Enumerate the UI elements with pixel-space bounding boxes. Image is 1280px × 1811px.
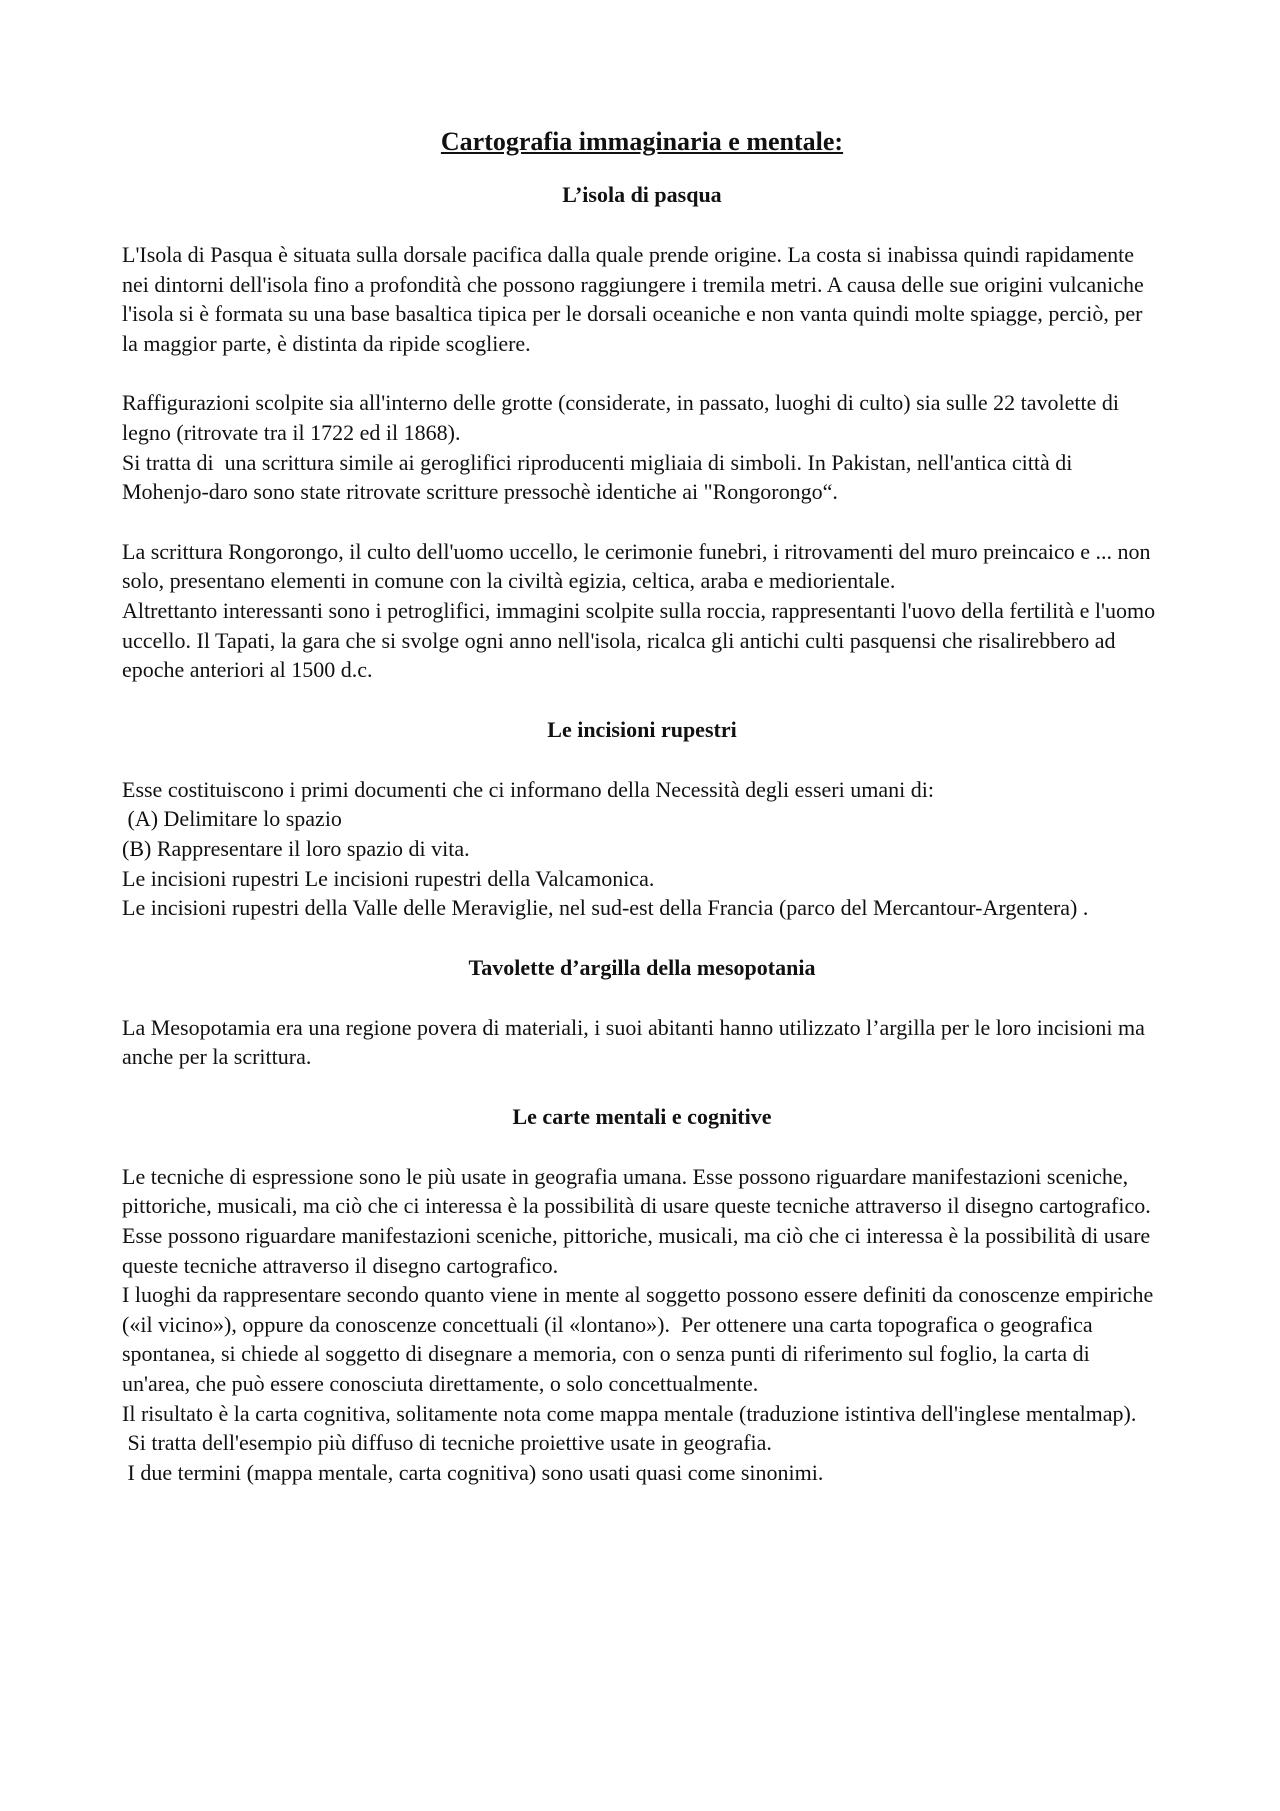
text-line: Il risultato è la carta cognitiva, solitamente nota come mappa mentale (traduzione istintiva dell'inglese mentalmap). [122,1400,1137,1426]
text-line: Si tratta dell'esempio più diffuso di tecniche proiettive usate in geografia. [122,1430,772,1456]
text-line: La Mesopotamia era una regione povera di materiali, i suoi abitanti hanno utilizzato l’argilla per le loro incisioni ma anche per la scrittura. [122,1014,1151,1070]
text-line: Esse possono riguardare manifestazioni sceniche, pittoriche, musicali, ma ciò che ci interessa è la possibilità di usare queste tecniche attraverso il disegno cartografico. [122,1223,1156,1278]
paragraph [122,775,1162,923]
document-page [122,122,1162,1517]
section-body [122,775,1162,923]
paragraph [122,1013,1162,1072]
paragraph [122,537,1162,685]
section-body [122,1013,1162,1072]
text-line: I luoghi da rappresentare secondo quanto viene in mente al soggetto possono essere definiti da conoscenze empiriche («il vicino»), oppure da conoscenze concettuali (il «lontano»). Per ottenere una carta topografica o geografica spontanea, si chiede al soggetto di disegnare a memoria, con o senza punti di riferimento sul foglio, la carta di un'area, che può essere conosciuta direttamente, o solo concettualmente. [122,1282,1159,1397]
section-body [122,240,1162,685]
section-incisioni-rupestri [122,715,1162,923]
document-title: Cartografia immaginaria e mentale: [440,127,844,156]
paragraph [122,1162,1162,1488]
section-tavolette-argilla [122,953,1162,1072]
section-heading: Tavolette d’argilla della mesopotania [468,954,816,980]
text-line: La scrittura Rongorongo, il culto dell'uomo uccello, le cerimonie funebri, i ritrovamenti del muro preincaico e ... non solo, presentano elementi in comune con la civiltà egizia, celtica, araba e mediorientale. [122,538,1156,594]
section-isola-di-pasqua [122,180,1162,685]
section-heading: Le carte mentali e cognitive [512,1103,772,1129]
text-line: Le tecniche di espressione sono le più usate in geografia umana. Esse possono riguardare manifestazioni sceniche, pittoriche, musicali, ma ciò che ci interessa è la possibilità di usare queste tecniche attraverso il disegno cartografico. [122,1163,1151,1219]
text-line: Le incisioni rupestri Le incisioni rupestri della Valcamonica. [122,865,655,891]
text-line: L'Isola di Pasqua è situata sulla dorsale pacifica dalla quale prende origine. La costa si inabissa quindi rapidamente nei dintorni dell'isola fino a profondità che possono raggiungere i tremila metri. A causa delle sue origini vulcaniche l'isola si è formata su una base basaltica tipica per le dorsali oceaniche e non vanta quindi molte spiagge, perciò, per la maggior parte, è distinta da ripide scogliere. [122,242,1150,356]
text-line: Altrettanto interessanti sono i petroglifici, immagini scolpite sulla roccia, rappresentanti l'uovo della fertilità e l'uomo uccello. Il Tapati, la gara che si svolge ogni anno nell'isola, ricalca gli antichi culti pasquensi che risalirebbero ad epoche anteriori al 1500 d.c. [122,597,1161,683]
list-item: (B) Rappresentare il loro spazio di vita. [122,835,470,861]
paragraph [122,240,1162,358]
section-body [122,1162,1162,1488]
section-carte-mentali [122,1102,1162,1488]
text-line: Si tratta di una scrittura simile ai geroglifici riproducenti migliaia di simboli. In Pakistan, nell'antica città di Mohenjo-daro sono state ritrovate scritture pressochè identiche ai "Rongorongo“. [122,449,1084,505]
text-line: Raffigurazioni scolpite sia all'interno delle grotte (considerate, in passato, luoghi di culto) sia sulle 22 tavolette di legno (ritrovate tra il 1722 ed il 1868). [122,390,1125,445]
paragraph [122,388,1162,506]
list-item: (A) Delimitare lo spazio [122,806,342,832]
section-heading: Le incisioni rupestri [547,716,737,742]
text-line: Esse costituiscono i primi documenti che ci informano della Necessità degli esseri umani di: [122,776,934,802]
text-line: Le incisioni rupestri della Valle delle Meraviglie, nel sud-est della Francia (parco del Mercantour-Argentera) . [122,895,1089,921]
section-heading: L’isola di pasqua [562,182,722,207]
text-line: I due termini (mappa mentale, carta cognitiva) sono usati quasi come sinonimi. [122,1459,824,1485]
